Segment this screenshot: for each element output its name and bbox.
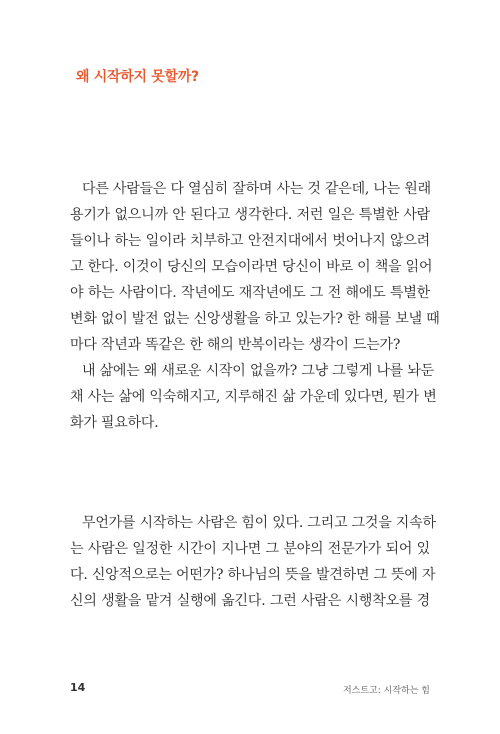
text-line: 용기가 없으니까 안 된다고 생각한다. 저런 일은 특별한 사람 bbox=[70, 207, 430, 223]
running-footer-title: 저스트고: 시작하는 힘 bbox=[342, 686, 430, 696]
text-line: 고 한다. 이것이 당신의 모습이라면 당신이 바로 이 책을 읽어 bbox=[70, 259, 433, 275]
text-line: 화가 필요하다. bbox=[70, 415, 159, 431]
section-heading: 왜 시작하지 못할까? bbox=[76, 69, 199, 85]
text-line: 무언가를 시작하는 사람은 힘이 있다. 그리고 그것을 지속하 bbox=[82, 515, 436, 531]
text-line: 들이나 하는 일이라 치부하고 안전지대에서 벗어나지 않으려 bbox=[70, 233, 430, 249]
paragraph-2 bbox=[70, 510, 436, 614]
text-line: 야 하는 사람이다. 작년에도 재작년에도 그 전 해에도 특별한 bbox=[70, 285, 430, 301]
text-line: 변화 없이 발전 없는 신앙생활을 하고 있는가? 한 해를 보낼 때 bbox=[70, 311, 440, 327]
paragraph-1 bbox=[70, 176, 440, 436]
text-line: 내 삶에는 왜 새로운 시작이 없을까? 그냥 그렇게 나를 놔둔 bbox=[82, 363, 435, 379]
page-number: 14 bbox=[70, 681, 86, 694]
text-line: 다. 신앙적으로는 어떤가? 하나님의 뜻을 발견하면 그 뜻에 자 bbox=[70, 567, 436, 583]
text-line: 신의 생활을 맡겨 실행에 옮긴다. 그런 사람은 시행착오를 경 bbox=[70, 593, 430, 609]
text-line: 마다 작년과 똑같은 한 해의 반복이라는 생각이 드는가? bbox=[70, 337, 401, 353]
text-line: 는 사람은 일정한 시간이 지나면 그 분야의 전문가가 되어 있 bbox=[70, 541, 430, 557]
text-line: 다른 사람들은 다 열심히 잘하며 사는 것 같은데, 나는 원래 bbox=[82, 181, 431, 197]
text-line: 채 사는 삶에 익숙해지고, 지루해진 삶 가운데 있다면, 뭔가 변 bbox=[70, 389, 437, 405]
